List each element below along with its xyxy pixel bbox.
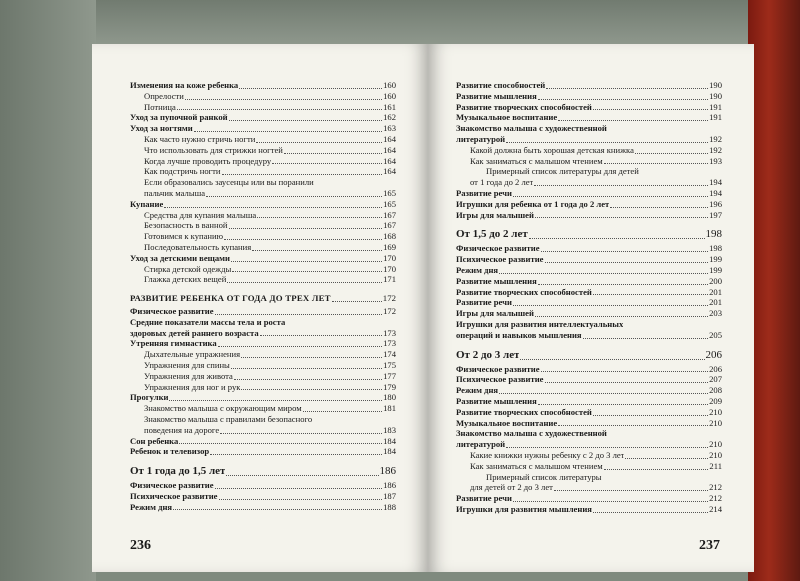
toc-entry-title: Уход за детскими вещами (130, 252, 230, 263)
toc-entry-title: Физическое развитие (130, 305, 214, 316)
left-toc (130, 80, 396, 512)
toc-entry (130, 317, 396, 328)
toc-entry-title: Изменения на коже ребенка (130, 80, 239, 90)
toc-entry-title: Развитие речи (456, 187, 512, 198)
toc-entry (130, 102, 396, 113)
toc-entry-title: От 2 до 3 лет (456, 348, 520, 361)
toc-entry-page: 193 (709, 155, 722, 166)
toc-entry (130, 199, 396, 210)
toc-entry-page: 206 (705, 348, 722, 361)
toc-dot-leader (635, 153, 708, 154)
toc-entry-title: Игры для малышей (456, 308, 534, 319)
toc-entry-page: 210 (709, 439, 722, 450)
toc-dot-leader (593, 512, 708, 513)
toc-entry-title: Купание (130, 198, 164, 209)
toc-entry-title: Знакомство малыша с художественной (456, 428, 607, 439)
toc-entry-title: Опрелости (144, 90, 184, 101)
toc-entry (130, 112, 396, 123)
toc-entry-page: 192 (709, 133, 722, 144)
toc-entry-title: От 1 года до 1,5 лет (130, 465, 226, 478)
toc-entry-title: Упражнения для ног и рук (144, 381, 241, 392)
toc-dot-leader (513, 501, 708, 502)
toc-entry-title: Когда лучше проводить процедуру (144, 155, 272, 166)
toc-entry-page: 172 (382, 293, 396, 304)
toc-dot-leader (604, 163, 708, 164)
toc-entry-page: 164 (383, 166, 396, 177)
toc-dot-leader (219, 499, 383, 500)
toc-dot-leader (303, 411, 382, 412)
toc-dot-leader (218, 346, 382, 347)
toc-entry (130, 436, 396, 447)
toc-dot-leader (538, 284, 708, 285)
toc-entry (456, 102, 722, 113)
toc-entry-title: Средства для купания малыша (144, 209, 257, 220)
toc-entry-page: 210 (709, 406, 722, 417)
toc-entry (456, 265, 722, 276)
toc-dot-leader (272, 163, 382, 164)
toc-dot-leader (541, 371, 709, 372)
toc-dot-leader (164, 207, 382, 208)
toc-entry-page: 165 (383, 187, 396, 198)
toc-entry-page: 196 (709, 198, 722, 209)
toc-entry-page: 212 (709, 482, 722, 493)
toc-dot-leader (625, 458, 708, 459)
toc-entry-page: 164 (383, 155, 396, 166)
toc-entry-title: Что использовать для стрижки ногтей (144, 144, 283, 155)
toc-entry-title: Упражнения для спины (144, 359, 230, 370)
toc-entry (456, 243, 722, 254)
toc-entry-page: 192 (709, 144, 722, 155)
toc-dot-leader (241, 389, 382, 390)
toc-entry-title: пальчик малыша (144, 187, 206, 198)
toc-dot-leader (499, 273, 708, 274)
toc-dot-leader (558, 425, 708, 426)
toc-entry (130, 91, 396, 102)
toc-dot-leader (545, 382, 709, 383)
toc-entry-title: РАЗВИТИЕ РЕБЕНКА ОТ ГОДА ДО ТРЕХ ЛЕТ (130, 293, 331, 304)
toc-dot-leader (332, 301, 382, 302)
toc-entry-title: Развитие мышления (456, 395, 537, 406)
background-top (0, 0, 800, 44)
toc-entry-title: здоровых детей раннего возраста (130, 327, 259, 338)
toc-dot-leader (535, 316, 708, 317)
toc-entry (130, 156, 396, 167)
toc-entry (456, 418, 722, 429)
toc-entry-title: Музыкальное воспитание (456, 417, 558, 428)
toc-entry (456, 254, 722, 265)
toc-entry-title: Готовимся к купанию (144, 231, 224, 242)
toc-entry-page: 201 (709, 297, 722, 308)
toc-entry-title: Последовательность купания (144, 241, 252, 252)
toc-entry-title: для детей от 2 до 3 лет (470, 482, 553, 493)
toc-dot-leader (194, 131, 382, 132)
toc-dot-leader (534, 185, 708, 186)
toc-entry (130, 306, 396, 317)
toc-entry-title: Стирка детской одежды (144, 263, 232, 274)
toc-entry-page: 197 (709, 209, 722, 220)
toc-entry-page: 181 (383, 403, 396, 414)
toc-entry-title: Развитие творческих способностей (456, 286, 592, 297)
toc-dot-leader (513, 196, 708, 197)
toc-dot-leader (506, 142, 708, 143)
toc-entry-title: Психическое развитие (130, 490, 218, 501)
toc-entry (130, 446, 396, 457)
toc-entry-page: 211 (709, 460, 722, 471)
toc-dot-leader (173, 509, 382, 510)
toc-entry (130, 502, 396, 513)
toc-entry (130, 328, 396, 339)
toc-entry (130, 242, 396, 253)
toc-entry (130, 382, 396, 393)
toc-entry-page: 188 (383, 501, 396, 512)
toc-entry-title: операций и навыков мышления (456, 329, 582, 340)
toc-dot-leader (256, 142, 382, 143)
toc-entry-title: Как заниматься с малышом чтением (470, 460, 603, 471)
toc-dot-leader (177, 109, 382, 110)
toc-entry-page: 184 (383, 446, 396, 457)
toc-entry-title: поведения на дороге (144, 424, 220, 435)
toc-entry-page: 207 (709, 374, 722, 385)
toc-entry (456, 156, 722, 167)
toc-entry (130, 403, 396, 414)
toc-entry (456, 330, 722, 341)
toc-entry-title: Игрушки для развития мышления (456, 503, 592, 514)
toc-dot-leader (229, 228, 383, 229)
toc-dot-leader (169, 400, 382, 401)
toc-entry (130, 145, 396, 156)
toc-entry-page: 200 (709, 275, 722, 286)
toc-entry (130, 371, 396, 382)
toc-entry-title: Развитие мышления (456, 90, 537, 101)
toc-dot-leader (215, 488, 383, 489)
toc-entry-page: 201 (709, 286, 722, 297)
toc-entry-title: литературой (456, 439, 506, 450)
toc-dot-leader (529, 238, 705, 239)
toc-entry-page: 164 (383, 144, 396, 155)
toc-entry (456, 374, 722, 385)
toc-entry-page: 161 (383, 101, 396, 112)
toc-entry-page: 171 (383, 274, 396, 285)
toc-entry-title: Игрушки для ребенка от 1 года до 2 лет (456, 198, 610, 209)
toc-dot-leader (583, 338, 709, 339)
toc-entry-page: 169 (383, 241, 396, 252)
toc-dot-leader (231, 261, 382, 262)
toc-entry (456, 80, 722, 91)
toc-entry-title: Примерный список литературы (486, 471, 602, 482)
toc-entry-page: 160 (383, 80, 396, 90)
toc-entry-title: Знакомство малыша с правилами безопасного (144, 413, 313, 424)
toc-dot-leader (513, 305, 708, 306)
toc-entry-page: 194 (709, 187, 722, 198)
toc-dot-leader (545, 262, 709, 263)
toc-entry-title: от 1 года до 2 лет (470, 177, 534, 188)
toc-entry (130, 274, 396, 285)
toc-dot-leader (210, 454, 382, 455)
toc-dot-leader (610, 207, 708, 208)
toc-entry (130, 491, 396, 502)
toc-entry-page: 168 (383, 231, 396, 242)
toc-dot-leader (520, 359, 704, 360)
toc-entry-title: Знакомство малыша с окружающим миром (144, 403, 302, 414)
toc-entry-page: 214 (709, 503, 722, 514)
toc-dot-leader (206, 196, 382, 197)
toc-entry-page: 209 (709, 395, 722, 406)
left-page-number: 236 (130, 538, 151, 553)
toc-entry (456, 210, 722, 221)
background-left (0, 0, 96, 581)
toc-entry-page: 186 (379, 465, 396, 478)
toc-dot-leader (499, 393, 708, 394)
toc-entry (456, 461, 722, 472)
toc-dot-leader (506, 447, 708, 448)
toc-entry-page: 183 (383, 424, 396, 435)
toc-entry (456, 396, 722, 407)
toc-entry-page: 173 (383, 338, 396, 349)
toc-entry-title: Дыхательные упражнения (144, 349, 241, 360)
toc-entry (456, 319, 722, 330)
toc-entry (456, 364, 722, 375)
toc-entry-page: 186 (383, 480, 396, 491)
toc-entry-title: Безопасность в ванной (144, 220, 228, 231)
toc-entry-page: 172 (383, 305, 396, 316)
toc-entry-title: Если образовались заусенцы или вы поранили (144, 177, 314, 188)
toc-entry (456, 385, 722, 396)
toc-entry (456, 199, 722, 210)
toc-dot-leader (241, 357, 382, 358)
toc-entry (130, 349, 396, 360)
toc-entry (130, 264, 396, 275)
right-page (428, 44, 754, 572)
toc-entry-page: 199 (709, 254, 722, 265)
toc-entry (130, 392, 396, 403)
toc-entry (456, 287, 722, 298)
toc-section-heading (130, 293, 396, 304)
toc-dot-leader (593, 294, 708, 295)
toc-entry (130, 166, 396, 177)
toc-entry-page: 167 (383, 209, 396, 220)
toc-entry-title: литературой (456, 133, 506, 144)
toc-entry-page: 163 (383, 123, 396, 134)
toc-entry-title: Глажка детских вещей (144, 274, 227, 285)
toc-entry-title: Прогулки (130, 392, 169, 403)
toc-dot-leader (185, 99, 382, 100)
toc-entry-page: 179 (383, 381, 396, 392)
toc-section-heading (130, 465, 396, 478)
toc-entry (456, 166, 722, 177)
toc-dot-leader (231, 368, 382, 369)
toc-entry (456, 472, 722, 483)
toc-dot-leader (541, 251, 709, 252)
toc-entry-page: 198 (705, 228, 722, 241)
toc-section-heading (456, 228, 722, 241)
toc-entry (456, 276, 722, 287)
toc-entry-title: Развитие речи (456, 297, 512, 308)
toc-dot-leader (179, 443, 382, 444)
toc-entry (130, 338, 396, 349)
toc-entry-page: 164 (383, 133, 396, 144)
toc-entry-title: Развитие способностей (456, 80, 546, 90)
toc-entry-title: Игры для малышей (456, 209, 534, 220)
toc-entry-title: Ребенок и телевизор (130, 446, 210, 457)
toc-entry-page: 170 (383, 252, 396, 263)
toc-dot-leader (226, 475, 378, 476)
toc-entry-title: Утренняя гимнастика (130, 338, 217, 349)
toc-entry-page: 167 (383, 220, 396, 231)
toc-entry (130, 210, 396, 221)
toc-entry (456, 482, 722, 493)
toc-dot-leader (224, 239, 382, 240)
toc-entry-page: 173 (383, 327, 396, 338)
background-right (748, 0, 800, 581)
toc-entry-page: 187 (383, 490, 396, 501)
toc-entry-title: Какие книжки нужны ребенку с 2 до 3 лет (470, 449, 625, 460)
toc-entry-page: 194 (709, 177, 722, 188)
toc-entry-page: 206 (709, 363, 722, 374)
toc-dot-leader (538, 404, 708, 405)
right-toc (456, 80, 722, 515)
toc-entry-title: Игрушки для развития интеллектуальных (456, 318, 624, 329)
toc-dot-leader (222, 174, 383, 175)
toc-entry-page: 203 (709, 308, 722, 319)
toc-dot-leader (604, 469, 709, 470)
toc-entry (456, 91, 722, 102)
toc-entry (130, 123, 396, 134)
toc-dot-leader (593, 109, 708, 110)
toc-entry (456, 188, 722, 199)
toc-entry-title: Психическое развитие (456, 374, 544, 385)
toc-entry-title: Развитие речи (456, 493, 512, 504)
toc-entry (130, 188, 396, 199)
toc-entry (130, 177, 396, 188)
toc-entry-page: 190 (709, 80, 722, 90)
toc-entry-page: 170 (383, 263, 396, 274)
toc-dot-leader (257, 217, 382, 218)
toc-entry-page: 191 (709, 101, 722, 112)
toc-entry-title: Уход за пупочной ранкой (130, 112, 228, 123)
right-page-number: 237 (699, 538, 720, 553)
toc-entry-title: Как подстричь ногти (144, 166, 221, 177)
toc-entry-page: 208 (709, 385, 722, 396)
toc-dot-leader (538, 99, 708, 100)
toc-entry-page: 175 (383, 359, 396, 370)
toc-entry-page: 184 (383, 435, 396, 446)
toc-dot-leader (554, 490, 708, 491)
toc-entry (456, 177, 722, 188)
toc-dot-leader (558, 120, 708, 121)
toc-entry-page: 191 (709, 112, 722, 123)
left-page (92, 44, 428, 572)
toc-dot-leader (220, 433, 382, 434)
toc-entry-title: Как часто нужно стричь ногти (144, 133, 256, 144)
toc-entry-page: 160 (383, 90, 396, 101)
toc-entry-title: Психическое развитие (456, 254, 544, 265)
toc-entry-title: Как заниматься с малышом чтением (470, 155, 603, 166)
toc-entry-title: Сон ребенка (130, 435, 179, 446)
toc-entry (130, 80, 396, 91)
toc-entry (130, 220, 396, 231)
toc-entry-page: 177 (383, 370, 396, 381)
toc-entry-title: От 1,5 до 2 лет (456, 228, 528, 241)
toc-dot-leader (227, 282, 382, 283)
toc-entry (456, 504, 722, 515)
toc-dot-leader (260, 335, 382, 336)
toc-entry-page: 165 (383, 198, 396, 209)
toc-dot-leader (239, 88, 382, 89)
toc-dot-leader (252, 250, 382, 251)
toc-entry-title: Примерный список литературы для детей (486, 166, 639, 177)
toc-entry (456, 450, 722, 461)
toc-entry (130, 253, 396, 264)
toc-entry-page: 190 (709, 90, 722, 101)
toc-entry-page: 198 (709, 243, 722, 254)
toc-entry (456, 439, 722, 450)
toc-entry-page: 180 (383, 392, 396, 403)
toc-dot-leader (229, 120, 383, 121)
toc-entry (456, 308, 722, 319)
toc-entry (130, 425, 396, 436)
toc-entry (456, 428, 722, 439)
toc-entry (456, 407, 722, 418)
toc-entry-page: 162 (383, 112, 396, 123)
toc-entry-page: 199 (709, 264, 722, 275)
toc-entry (456, 112, 722, 123)
toc-entry-title: Уход за ногтями (130, 123, 193, 134)
toc-entry-title: Музыкальное воспитание (456, 112, 558, 123)
toc-entry-title: Развитие мышления (456, 275, 537, 286)
toc-entry-title: Средние показатели массы тела и роста (130, 316, 286, 327)
toc-entry-page: 205 (709, 329, 722, 340)
toc-dot-leader (284, 153, 382, 154)
toc-entry (456, 493, 722, 504)
toc-dot-leader (546, 88, 708, 89)
toc-entry-title: Физическое развитие (130, 480, 214, 491)
toc-entry-title: Упражнения для живота (144, 370, 233, 381)
toc-entry-title: Развитие творческих способностей (456, 101, 592, 112)
toc-dot-leader (535, 217, 708, 218)
toc-section-heading (456, 349, 722, 362)
toc-entry-title: Режим дня (456, 385, 499, 396)
toc-entry-title: Режим дня (130, 501, 173, 512)
toc-entry (130, 360, 396, 371)
toc-dot-leader (215, 314, 383, 315)
toc-entry-page: 210 (709, 449, 722, 460)
toc-entry-title: Развитие творческих способностей (456, 406, 592, 417)
toc-entry (130, 231, 396, 242)
toc-entry (456, 123, 722, 134)
toc-entry (456, 297, 722, 308)
toc-dot-leader (234, 379, 382, 380)
toc-dot-leader (232, 271, 382, 272)
toc-entry-title: Какой должна быть хорошая детская книжка (470, 144, 634, 155)
toc-entry-title: Физическое развитие (456, 363, 540, 374)
toc-entry (130, 480, 396, 491)
toc-entry-page: 210 (709, 417, 722, 428)
toc-dot-leader (593, 415, 708, 416)
toc-entry-page: 174 (383, 349, 396, 360)
toc-entry-title: Потница (144, 101, 176, 112)
toc-entry-title: Режим дня (456, 264, 499, 275)
toc-entry-title: Знакомство малыша с художественной (456, 123, 607, 134)
toc-entry (456, 145, 722, 156)
toc-entry (456, 134, 722, 145)
toc-entry-page: 212 (709, 493, 722, 504)
toc-entry-title: Физическое развитие (456, 243, 540, 254)
toc-entry (130, 414, 396, 425)
toc-entry (130, 134, 396, 145)
